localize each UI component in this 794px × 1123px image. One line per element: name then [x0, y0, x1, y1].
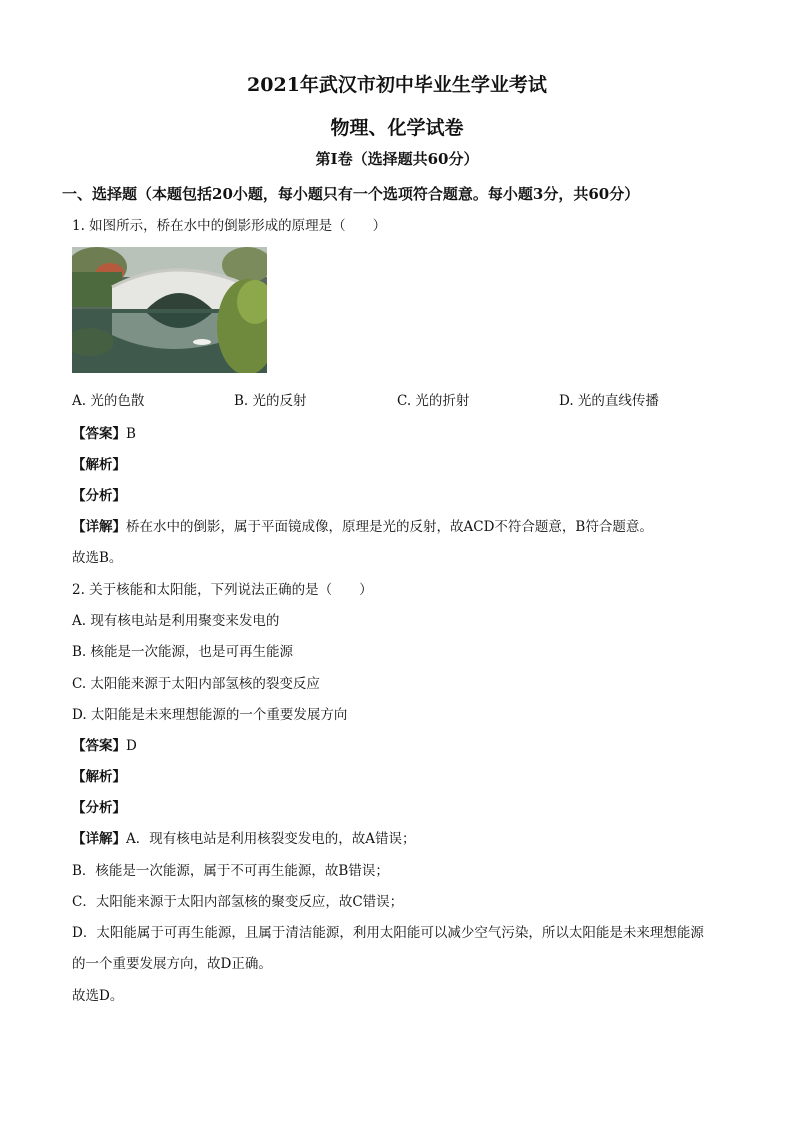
q1-answer-line: [72, 422, 136, 442]
volume-heading: 第I卷（选择题共60分）: [315, 150, 479, 168]
section-heading: 一、选择题（本题包括20小题，每小题只有一个选项符合题意。每小题3分，共60分）: [62, 185, 640, 203]
q1-fenxi-tag: 【分析】: [72, 488, 126, 504]
q1-option-a: A. 光的色散: [72, 393, 145, 409]
q2-answer-line: [72, 734, 137, 754]
q2-option-a: A. 现有核电站是利用聚变来发电的: [72, 613, 280, 629]
q2-detail-a: A．现有核电站是利用核裂变发电的，故A错误；: [126, 831, 416, 847]
q2-detail-line-1: [72, 827, 416, 847]
q2-detail-b: B．核能是一次能源，属于不可再生能源，故B错误；: [72, 863, 389, 879]
detail-tag: 【详解】: [72, 831, 126, 847]
q1-stem: 1. 如图所示，桥在水中的倒影形成的原理是（ ）: [72, 218, 387, 234]
answer-tag: 【答案】: [72, 738, 126, 754]
detail-tag: 【详解】: [72, 519, 126, 535]
q1-option-d: D. 光的直线传播: [559, 393, 659, 409]
q2-option-d: D. 太阳能是未来理想能源的一个重要发展方向: [72, 707, 348, 723]
exam-title: 2021年武汉市初中毕业生学业考试: [247, 74, 547, 96]
q1-analysis-tag: 【解析】: [72, 457, 126, 473]
q1-detail: 桥在水中的倒影，属于平面镜成像，原理是光的反射，故ACD不符合题意，B符合题意。: [126, 519, 653, 535]
q2-stem: 2. 关于核能和太阳能，下列说法正确的是（ ）: [72, 582, 373, 598]
answer-tag: 【答案】: [72, 426, 126, 442]
q1-option-c: C. 光的折射: [397, 393, 470, 409]
q2-analysis-tag: 【解析】: [72, 769, 126, 785]
q1-detail-line: [72, 515, 653, 535]
q2-detail-d: D．太阳能属于可再生能源，且属于清洁能源，利用太阳能可以减少空气污染，所以太阳能是未来理想能源: [72, 925, 704, 941]
q2-fenxi-tag: 【分析】: [72, 800, 126, 816]
q2-option-c: C. 太阳能来源于太阳内部氢核的裂变反应: [72, 676, 320, 692]
q2-detail-d-continued: 的一个重要发展方向，故D正确。: [72, 956, 272, 972]
q1-conclusion: 故选B。: [72, 550, 123, 566]
q2-detail-c: C．太阳能来源于太阳内部氢核的聚变反应，故C错误；: [72, 894, 404, 910]
q1-option-b: B. 光的反射: [234, 393, 307, 409]
exam-subtitle: 物理、化学试卷: [330, 117, 464, 139]
bridge-photo-drawing: [72, 247, 267, 373]
bridge-reflection-photo: [72, 247, 267, 373]
q2-conclusion: 故选D。: [72, 988, 124, 1004]
q2-option-b: B. 核能是一次能源，也是可再生能源: [72, 644, 294, 660]
q2-answer: D: [126, 738, 137, 754]
q1-answer: B: [126, 426, 136, 442]
